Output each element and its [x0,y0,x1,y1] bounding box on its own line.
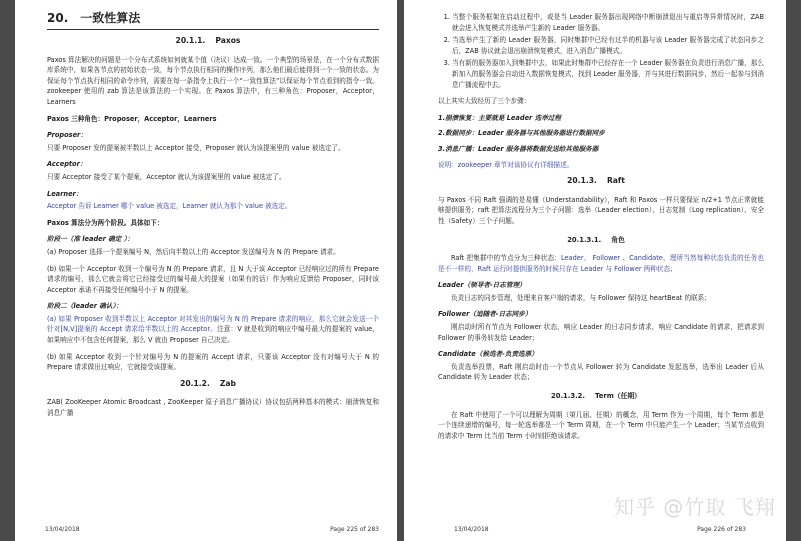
subsection-heading-roles [438,235,764,246]
subsection-number: 20.1.3.1. [567,235,602,244]
candidate-label: Candidate（候选者-负责选票） [438,350,538,359]
raft-intro-paragraph: 与 Paxos 不同 Raft 强调的是易懂（Understandability），Raft 和 Paxos 一样只要保证 n/2+1 节点正常就能够提供服务；raft 把算法流程分为三个子问题：选举（Leader election）、日志复制（Log replication）、安全性（Safety）三个子问题。 [438,195,764,225]
zab-stage-2: 2.数据同步：Leader 服务器与其他服务器进行数据同步 [438,129,605,138]
acceptor-text: 只要 Acceptor 接受了某个提案，Acceptor 就认为该提案里的 value 被选定了。 [47,172,286,181]
subsection-title: Term（任期） [595,392,641,401]
subsection-heading-term [438,391,764,402]
follower-label: Follower（追随者-日志同步） [438,310,532,319]
zab-step: 1. 当整个服务框架在启动过程中，或是当 Leader 服务器出现网络中断崩溃退出与重启等异常情况时，ZAB 就会进入恢复模式并选举产生新的 Leader 服务器。 [452,12,764,33]
subsection-title: 角色 [611,235,625,244]
learner-label: Learner： [47,189,83,198]
candidate-text: 负责选举投票，Raft 刚启动时由一个节点从 Follower 转为 Candidate 发起选举，选举出 Leader 后从 Candidate 转为 Leader 状态； [438,362,764,382]
zab-step: 3. 当有新的服务器加入到集群中去，如果此时集群中已经存在一个 Leader 服务器在负责进行消息广播，那么新加入的服务器会自动进入数据恢复模式，找到 Leader 服务器，并与其进行数据同步，然后一起参与到消息广播流程中去。 [452,58,764,90]
zab-note: 说明：zookeeper 章节对该协议有详细描述。 [438,160,574,169]
page-content [47,10,379,425]
roles-heading: Paxos 三种角色：Proposer，Acceptor，Learners [47,114,217,123]
zab-stage-3: 3.消息广播：Leader 服务器将数据发送给其他服务器 [438,144,599,153]
zab-step: 2. 当选举产生了新的 Leader 服务器，同时集群中已经有过半的机器与该 Leader 服务器完成了状态同步之后，ZAB 协议就会退出崩溃恢复模式，进入消息广播模式。 [452,35,764,56]
raft-roles-paragraph [438,253,764,274]
phase1-b: (b) 如果一个 Acceptor 收到一个编号为 N 的 Prepare 请求，且 N 大于该 Acceptor 已经响应过的所有 Prepare 请求的编号，那么它就会将它已经接受过的编号最大的提案（如果有的话）作为响应反馈给 Proposer，同时该 Acceptor 承诺不再接受任何编号小于 N 的提案。 [47,264,379,294]
section-number: 20.1.2. [180,378,210,388]
phase1-a: (a) Proposer 选择一个提案编号 N，然后向半数以上的 Acceptor 发送编号为 N 的 Prepare 请求。 [47,247,340,256]
footer-date: 13/04/2018 [454,526,489,533]
page-footer [454,526,746,533]
leader-label: Leader（领导者-日志管理） [438,281,526,290]
raft-roles-text: Raft 把集群中的节点分为三种状态： [451,254,561,263]
section-number: 20.1.1. [175,36,206,45]
footer-date: 13/04/2018 [45,526,80,533]
zab-stages-intro: 以上其实大致经历了三个步骤： [438,97,531,106]
phase2-a [47,314,379,346]
proposer-label: Proposer： [47,131,87,140]
subsection-number: 20.1.3.2. [551,392,585,401]
raft-roles-highlight: Leader、 Follower 、Candidate，理所当然每种状态负责的任务也是不一样的，Raft 运行时提供服务的时候只存在 Leader 与 Follower 两种状态； [438,254,764,273]
phase2-b: (b) 如果 Acceptor 收到一个针对编号为 N 的提案的 Accept 请求，只要该 Acceptor 没有对编号大于 N 的 Prepare 请求做出过响应，它就接受该提案。 [47,352,379,372]
document-page-left [15,0,397,541]
section-number: 20.1.3. [567,176,597,186]
footer-page-number: Page 225 of 283 [330,526,379,533]
section-heading-zab [47,379,379,390]
proposer-text: 只要 Proposer 发的提案被半数以上 Acceptor 接受，Proposer 就认为该提案里的 value 被选定了。 [47,143,345,152]
chapter-heading [47,10,379,30]
section-heading-raft [438,176,764,187]
follower-text: 刚启动时所有节点为 Follower 状态，响应 Leader 的日志同步请求，响应 Candidate 的请求，把请求到 Follower 的事务转发给 Leader； [438,323,764,342]
watermark: 知乎 @竹取 飞翔 [614,495,776,519]
phase2-a-highlight: (a) 如果 Proposer 收到半数以上 Acceptor 对其发出的编号为 N 的 Prepare 请求的响应，那么它就会发送一个针对[N,V]提案的 Accept 请求给半数以上的 Acceptor。 [47,314,379,334]
document-page-right [404,0,786,541]
learner-text: Acceptor 告诉 Learner 哪个 value 被选定，Learner 就认为那个 value 被选定。 [47,202,292,211]
chapter-title: 一致性算法 [80,11,141,25]
phase2-a-note: 注意：V 就是收到的响应中编号最大的提案的 value，如果响应中不包含任何提案，那么 V 就由 Proposer 自己决定。 [47,325,379,345]
phase2-label: 阶段二（leader 确认）： [47,302,123,311]
acceptor-label: Acceptor： [47,160,87,169]
paxos-intro-paragraph: Paxos 算法解决的问题是一个分布式系统如何就某个值（决议）达成一致。一个典型的场景是，在一个分布式数据库系统中，如果各节点的初始状态一致，每个节点执行相同的操作序列，那么他们最后能得到一个一致的状态。为保证每个节点执行相同的命令序列，需要在每一条指令上执行一个“一致性算法”以保证每个节点看到的指令一致。zookeeper 使用的 zab 算法是该算法的一个实现。在 Paxos 算法中，有三种角色：Proposer，Acceptor，Learners [47,55,379,106]
leader-text: 负责日志的同步管理，处理来自客户端的请求，与 Follower 保持这 heartBeat 的联系； [451,293,711,302]
phases-heading: Paxos 算法分为两个阶段。具体如下： [47,218,164,227]
section-heading-paxos [47,36,379,47]
footer-page-number: Page 226 of 283 [697,526,746,533]
section-title: Zab [219,378,236,388]
page-content [438,12,764,447]
term-paragraph: 在 Raft 中使用了一个可以理解为周期（第几届、任期）的概念，用 Term 作为一个周期，每个 Term 都是一个连续递增的编号，每一轮选举都是一个 Term 周期，在一个 Term 中只能产生一个 Leader；当某节点收到的请求中 Term 比当前 Term 小时则拒绝该请求。 [438,410,764,440]
page-footer [45,526,379,533]
section-title: Raft [606,176,625,186]
zab-stage-1: 1.崩溃恢复：主要就是 Leader 选举过程 [438,113,561,122]
chapter-number: 20. [47,11,69,25]
phase1-label: 阶段一（准 leader 确定 ）： [47,235,134,244]
zab-intro-paragraph: ZAB( ZooKeeper Atomic Broadcast , ZooKeeper 原子消息广播协议）协议包括两种基本的模式：崩溃恢复和消息广播 [47,398,379,418]
zab-steps-list [452,12,764,90]
section-title: Paxos [215,36,241,45]
